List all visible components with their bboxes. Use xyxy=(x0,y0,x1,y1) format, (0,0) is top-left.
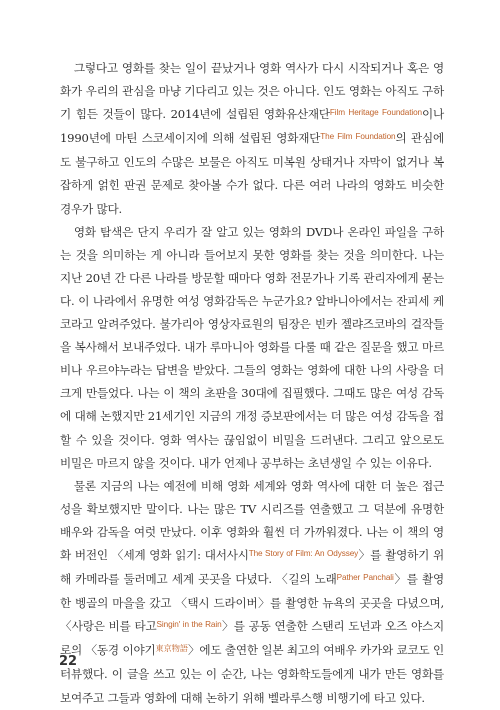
paragraph-text: 의 관심에도 불구하고 인도의 수많은 보물은 아직도 미복원 상태거나 자막이 없거나 복잡하게 얽힌 판권 문제로 찾아볼 수가 없다. 다른 여러 나라의 영화도 비슷한 경우가 많다. xyxy=(60,131,445,216)
paragraph-text: 물론 지금의 나는 예전에 비해 영화 세계와 영화 역사에 대한 더 높은 접근성을 확보했지만 말이다. 나는 많은 TV 시리즈를 연출했고 그 덕분에 유명한 배우와 감독을 여럿 만났다. 이후 영화와 훨씬 더 가까워졌다. 나는 이 책의 영화 버전인 〈세계 영화 읽기: 대서사시 xyxy=(60,478,444,562)
paragraph xyxy=(60,221,444,475)
paragraph-text: 〉를 촬영한 벵골의 마을을 갔고 〈택시 드라이버〉를 촬영한 뉴욕의 곳곳을 다녔으며, 〈사랑은 비를 타고 xyxy=(60,572,444,634)
paragraph-text: 〉를 촬영하기 위해 카메라를 둘러메고 세계 곳곳을 다녔다. 〈길의 노래 xyxy=(60,547,444,587)
paragraph-text: 그렇다고 영화를 찾는 일이 끝났거나 영화 역사가 다시 시작되거나 혹은 영화가 우리의 관심을 마냥 기다리고 있는 것은 아니다. 인도 영화는 아직도 구하기 힘든 것들이 많다. 2014년에 설립된 영화유산재단 xyxy=(60,61,444,122)
original-title: The Story of Film: An Odyssey xyxy=(248,548,359,558)
original-title: Film Heritage Foundation xyxy=(329,108,422,118)
paragraph-text: 이나 1990년에 마틴 스코세이지에 의해 설립된 영화재단 xyxy=(60,107,444,146)
original-title: 東京物語 xyxy=(155,644,188,654)
paragraph-text: 〉를 공동 연출한 스탠리 도넌과 오즈 야스지로의 〈동경 이야기 xyxy=(60,619,444,658)
page-number: 22 xyxy=(59,654,78,669)
original-title: Singin' in the Rain xyxy=(156,620,222,630)
paragraph-text: 영화 탐색은 단지 우리가 잘 알고 있는 영화의 DVD나 온라인 파일을 구하는 것을 의미하는 게 아니라 들어보지 못한 영화를 찾는 것을 의미한다. 나는 지난 20년 간 다른 나라를 방문할 때마다 영화 전문가나 기록 관리자에게 묻는다. 이 나라에서 유명한 여성 영화감독은 누군가요? 알바니아에서는 잔피세 케코라고 알려주었다. 불가리아 영상자료원의 팀장은 빈카 젤랴즈코바의 걸작들을 복사해서 보내주었다. 내가 루마니아 영화를 다룰 때 같은 질문을 했고 마르비나 우르야누라는 답변을 받았다. 그들의 영화는 영화에 대한 나의 사랑을 더 크게 만들었다. 나는 이 책의 초판을 30대에 집필했다. 그때도 많은 여성 감독에 대해 논했지만 21세기인 지금의 개정 증보판에서는 더 많은 여성 감독을 접할 수 있을 것이다. 영화 역사는 끊임없이 비밀을 드러낸다. 그리고 앞으로도 비밀은 마르지 않을 것이다. 내가 언제나 공부하는 초년생일 수 있는 이유다. xyxy=(60,224,444,470)
paragraph xyxy=(60,57,444,221)
original-title: Pather Panchali xyxy=(336,573,394,583)
paragraph-text: 〉에도 출연한 일본 최고의 여배우 카가와 쿄코도 인터뷰했다. 이 글을 쓰고 있는 이 순간, 나는 영화학도들에게 내가 만든 영화를 보여주고 그들과 영화에 대해 논하기 위해 벨라루스행 비행기에 타고 있다. xyxy=(60,643,444,705)
body-text xyxy=(60,57,444,710)
paragraph xyxy=(60,475,444,710)
original-title: The Film Foundation xyxy=(320,132,396,142)
